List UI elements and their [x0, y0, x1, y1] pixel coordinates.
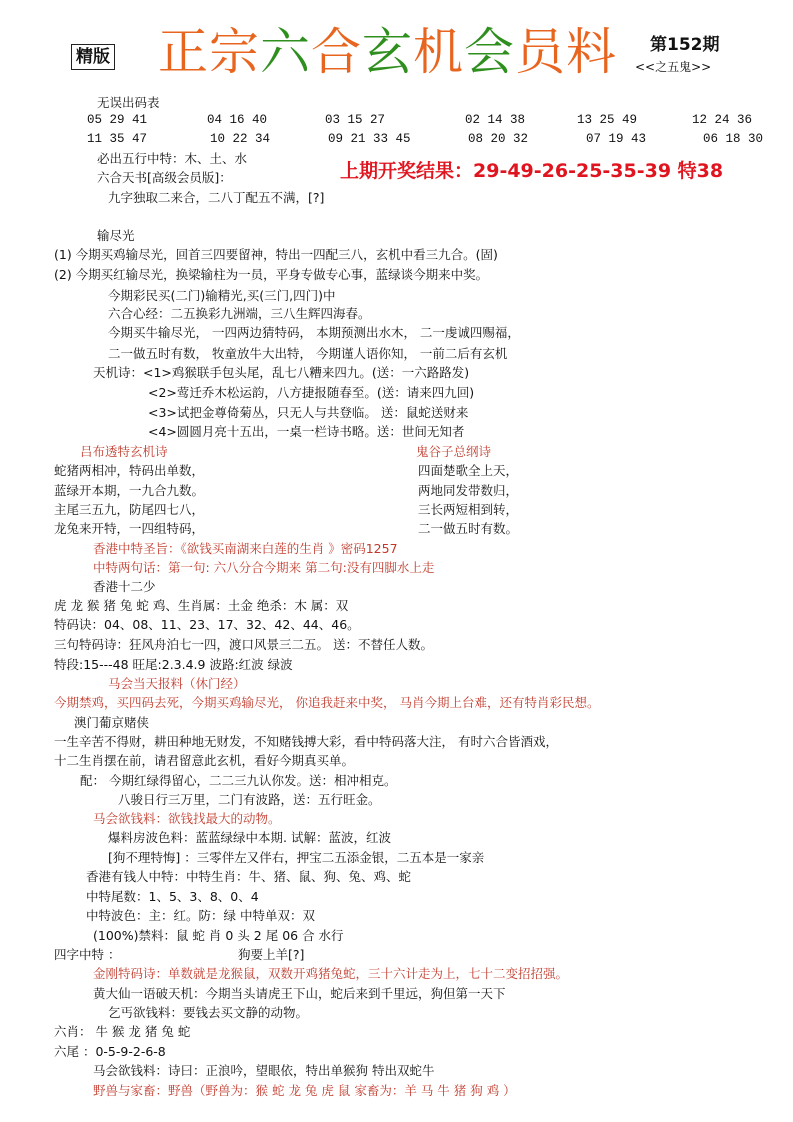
text-line: 六合心经：二五换彩九洲端，三八生辉四海春。: [108, 306, 371, 321]
table-cell: 07 19 43: [586, 132, 647, 146]
title-char: 机: [413, 23, 464, 81]
table-cell: 13 25 49: [577, 113, 638, 127]
text-line: 野兽与家畜：野兽（野兽为：猴 蛇 龙 兔 虎 鼠 家畜为：羊 马 牛 猪 狗 鸡 ）: [93, 1083, 516, 1098]
text-line: 八骏日行三万里，二门有波路，送：五行旺金。: [118, 792, 381, 807]
text-line: 二一做五时有数， 牧童放牛大出特， 今期谨人语你知， 一前二后有玄机: [108, 346, 508, 361]
text-line: 中特尾数：1、5、3、8、0、4: [86, 889, 259, 904]
table-cell: 09 21 33 45: [328, 132, 411, 146]
text-line: 特段:15---48 旺尾:2.3.4.9 波路:红波 绿波: [54, 657, 293, 672]
text-line: 香港有钱人中特：中特生肖：牛、猪、鼠、狗、兔、鸡、蛇: [86, 869, 412, 884]
issue-number: 第152期: [650, 35, 720, 55]
text-line: (100%)禁料：鼠 蛇 肖 0 头 2 尾 06 合 水行: [93, 928, 344, 943]
text-line: 虎 龙 猴 猪 兔 蛇 鸡、生肖属：土金 绝杀：木 属：双: [54, 598, 349, 613]
text-line: 今期彩民买(二门)输精光,买(三门,四门)中: [108, 288, 336, 303]
subtitle: <<之五鬼>>: [635, 60, 712, 74]
text-line: 蓝绿开本期，一九合九数。: [54, 483, 205, 498]
table-cell: 08 20 32: [468, 132, 529, 146]
section-heading: 香港十二少: [93, 579, 156, 594]
last-draw-result: 上期开奖结果：29-49-26-25-35-39 特38: [340, 160, 724, 182]
text-line: 三长两短相到转，: [418, 502, 519, 517]
table-cell: 02 14 38: [465, 113, 526, 127]
text-line: <3>试把金尊倚菊丛，只无人与共登临。 送：鼠蛇送财来: [148, 405, 469, 420]
title-char: 正: [158, 23, 209, 81]
section-heading: 马会当天报料（休门经）: [108, 676, 246, 691]
table-cell: 03 15 27: [325, 113, 386, 127]
section-heading: 澳门葡京赌侠: [74, 715, 150, 730]
table-cell: 11 35 47: [87, 132, 148, 146]
text-line: 今期禁鸡，买四码去死，今期买鸡输尽光， 你追我赶来中奖， 马肖今期上台难，还有特肖彩民想。: [54, 695, 600, 710]
title-char: 会: [464, 23, 515, 81]
title-char: 料: [566, 23, 617, 81]
text-line: 香港中特圣旨：《欲钱买南湖来白莲的生肖 》密码1257: [93, 541, 398, 556]
text-line: 一生辛苦不得财，耕田种地无财发，不知赌钱搏大彩，看中特码落大注， 有时六合皆酒戏，: [54, 734, 558, 749]
text-line: 两地同发带数归，: [418, 483, 519, 498]
text-line: <4>圆圆月亮十五出，一桌一栏诗书略。送：世间无知者: [148, 424, 465, 439]
text-line: <2>莺迁乔木松运韵，八方捷报随春至。(送：请来四九回): [148, 385, 475, 400]
text-line: 蛇猪两相冲，特码出单数，: [54, 463, 205, 478]
text-line: (2) 今期买红输尽光，换梁输柱为一员，平身专做专心事，蓝绿谈今期来中奖。: [54, 267, 489, 282]
text-line: 黄大仙一语破天机：今期当头请虎王下山，蛇后来到千里远，狗但第一天下: [93, 986, 506, 1001]
text-line: 中特两句话：第一句: 六八分合今期来 第二句:没有四脚水上走: [93, 560, 435, 575]
title-char: 宗: [209, 23, 260, 81]
text-line: (1) 今期买鸡输尽光，回首三四要留神，特出一四配三八，玄机中看三九合。(固): [54, 247, 498, 262]
table-label: 无误出码表: [97, 95, 160, 110]
title-char: 合: [311, 23, 362, 81]
text-line: 中特波色：主：红。防：绿 中特单双：双: [86, 908, 315, 923]
text-line: 今期买牛输尽光， 一四两边猜特码， 本期预测出水木， 二一虔诚四赐福，: [108, 325, 520, 340]
text-line: 六合天书[高级会员版]：: [97, 170, 232, 185]
page-title: [158, 22, 617, 82]
text-line: [狗不理特悔] ：三零伴左又伴右，押宝二五添金银，二五本是一家亲: [108, 850, 485, 865]
text-line: 主尾三五九，防尾四七八，: [54, 502, 205, 517]
section-heading: 鬼谷子总纲诗: [416, 444, 492, 459]
text-line: 爆料房波色料：蓝蓝绿绿中本期. 试解：蓝波，红波: [108, 830, 391, 845]
text-line: 九字独取二来合，二八丁配五不满，[?]: [108, 190, 325, 205]
text-line: 二一做五时有数。: [418, 521, 519, 536]
text-line: 三句特码诗：狂风舟泊七一四，渡口风景三二五。 送：不替任人数。: [54, 637, 433, 652]
table-cell: 04 16 40: [207, 113, 268, 127]
text-line: 马会欲钱料：诗曰：正浪吟，望眼依，特出单猴狗 特出双蛇牛: [93, 1063, 435, 1078]
text-line: 金刚特码诗：单数就是龙猴鼠，双数开鸡猪兔蛇，三十六计走为上，七十二变招招强。: [93, 966, 569, 981]
text-line: 特码诀：04、08、11、23、17、32、42、44、46。: [54, 617, 360, 632]
text-line: 龙兔来开特，一四组特码，: [54, 521, 205, 536]
table-cell: 05 29 41: [87, 113, 148, 127]
text-line: 四面楚歌全上天，: [418, 463, 519, 478]
table-cell: 12 24 36: [692, 113, 753, 127]
section-heading: 吕布透特玄机诗: [80, 444, 168, 459]
text-line: 六肖： 牛 猴 龙 猪 兔 蛇: [54, 1024, 191, 1039]
table-cell: 10 22 34: [210, 132, 271, 146]
section-heading: 输尽光: [97, 228, 135, 243]
text-line: 乞丐欲钱料：要钱去买文静的动物。: [108, 1005, 309, 1020]
text-line: 狗要上羊[?]: [238, 947, 305, 962]
edition-badge: 精版: [71, 44, 115, 70]
text-line: 十二生肖摆在前，请君留意此玄机，看好今期真买单。: [54, 753, 355, 768]
text-line: 六尾 ：0-5-9-2-6-8: [54, 1044, 166, 1059]
text-line: 马会欲钱料：欲钱找最大的动物。: [93, 811, 281, 826]
title-char: 玄: [362, 23, 413, 81]
text-line: 四字中特 ：: [54, 947, 121, 962]
title-char: 员: [515, 23, 566, 81]
text-line: 必出五行中特：木、土、水: [97, 151, 248, 166]
title-char: 六: [260, 23, 311, 81]
table-cell: 06 18 30: [703, 132, 764, 146]
text-line: 配： 今期红绿得留心，二二三九认你发。送：相冲相克。: [80, 773, 397, 788]
text-line: 天机诗：<1>鸡猴联手包头尾，乱七八糟来四九。(送：一六路路发): [93, 365, 470, 380]
